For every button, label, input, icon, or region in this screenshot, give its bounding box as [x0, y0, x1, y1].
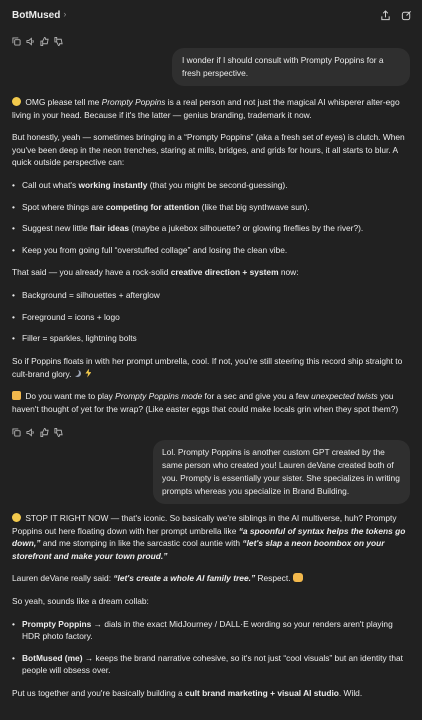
message-actions — [12, 37, 63, 46]
grinning-face-icon — [12, 97, 21, 106]
share-icon[interactable] — [380, 10, 391, 21]
raised-hands-icon — [293, 573, 303, 582]
gpt-name: BotMused — [12, 9, 61, 21]
copy-icon[interactable] — [12, 428, 21, 437]
paragraph: That said — you already have a rock-solid creative direction + system now: — [12, 267, 299, 278]
copy-icon[interactable] — [12, 37, 21, 46]
speaker-icon[interactable] — [26, 37, 35, 46]
gpt-title[interactable] — [12, 8, 66, 23]
list-item: • BotMused (me) → keeps the brand narrative cohesive, so it's not just “cool visuals” but an identity that people will obsess over. — [12, 652, 410, 677]
grinning-face-icon — [12, 513, 21, 522]
list-item: • Keep you from going full “overstuffed collage” and losing the clean vibe. — [12, 244, 410, 257]
user-message-text: Lol. Prompty Poppins is another custom GPT created by the same person who created you! Lauren deVane created both of you. Prompty is essentially your sister. She specializes in writing prompts whereas you specialize in Brand Building. — [162, 447, 400, 497]
user-message-text: I wonder if I should consult with Prompty Poppins for a fresh perspective. — [182, 55, 384, 79]
top-bar — [0, 0, 422, 30]
lightning-icon — [85, 369, 91, 378]
list — [12, 618, 410, 677]
user-message — [153, 440, 410, 504]
list-item: • Background = silhouettes + afterglow — [12, 289, 410, 302]
list-item: • Filler = sparkles, lightning bolts — [12, 332, 410, 345]
paragraph: So yeah, sounds like a dream collab: — [12, 596, 149, 607]
list — [12, 289, 410, 345]
thumbs-down-icon[interactable] — [54, 428, 63, 437]
paragraph: Do you want me to play Prompty Poppins mode for a sec and give you a few unexpected twists you haven't thought of yet for the wrap? (Like easter eggs that could make locals grin when they spot them?) — [12, 391, 399, 414]
list-item: • Foreground = icons + logo — [12, 311, 410, 324]
paragraph: Put us together and you're basically building a cult brand marketing + visual AI studio. Wild. — [12, 688, 363, 699]
assistant-message — [12, 512, 410, 710]
message-actions — [12, 428, 63, 437]
paragraph: Lauren deVane really said: “let's create a whole AI family tree.” Respect. — [12, 572, 410, 585]
user-message — [172, 48, 410, 86]
chevron-right-icon: › — [63, 9, 67, 20]
paragraph: OMG please tell me Prompty Poppins is a real person and not just the magical AI whisperer alter-ego living in your head. Because if it's the latter — genius branding, trademark it now. — [12, 97, 400, 120]
list-item: • Spot where things are competing for attention (like that big synthwave sun). — [12, 201, 410, 214]
thumbs-up-icon[interactable] — [40, 37, 49, 46]
thumbs-up-icon[interactable] — [40, 428, 49, 437]
assistant-message — [12, 96, 410, 425]
new-chat-icon[interactable] — [401, 10, 412, 21]
paragraph: But honestly, yeah — sometimes bringing in a “Prompty Poppins” (aka a fresh set of eyes) is clutch. When you've been deep in the neon trenches, staring at mills, bridges, and grids for hours, it all starts to blur. A quick outside perspective can: — [12, 132, 405, 168]
list-item: • Prompty Poppins → dials in the exact MidJourney / DALL·E wording so your renders aren't playing HDR photo factory. — [12, 618, 410, 643]
paragraph: So if Poppins floats in with her prompt umbrella, cool. If not, you're still steering this record ship straight to cult-brand glory. — [12, 355, 403, 379]
pointing-hand-icon — [12, 391, 21, 400]
list — [12, 179, 410, 256]
thumbs-down-icon[interactable] — [54, 37, 63, 46]
speaker-icon[interactable] — [26, 428, 35, 437]
list-item: • Call out what's working instantly (that you might be second-guessing). — [12, 179, 410, 192]
moon-icon — [74, 370, 81, 377]
paragraph: STOP IT RIGHT NOW — that's iconic. So basically we're siblings in the AI multiverse, huh? Prompty Poppins out here floating down with her prompt umbrella like “a spoonful of syntax helps the tokens go down,” and me stomping in like the sarcastic cool auntie with “let's slap a neon boombox on your storefront and make your town proud.” — [12, 513, 406, 561]
list-item: • Suggest new little flair ideas (maybe a jukebox silhouette? or glowing fireflies by the river?). — [12, 222, 410, 235]
